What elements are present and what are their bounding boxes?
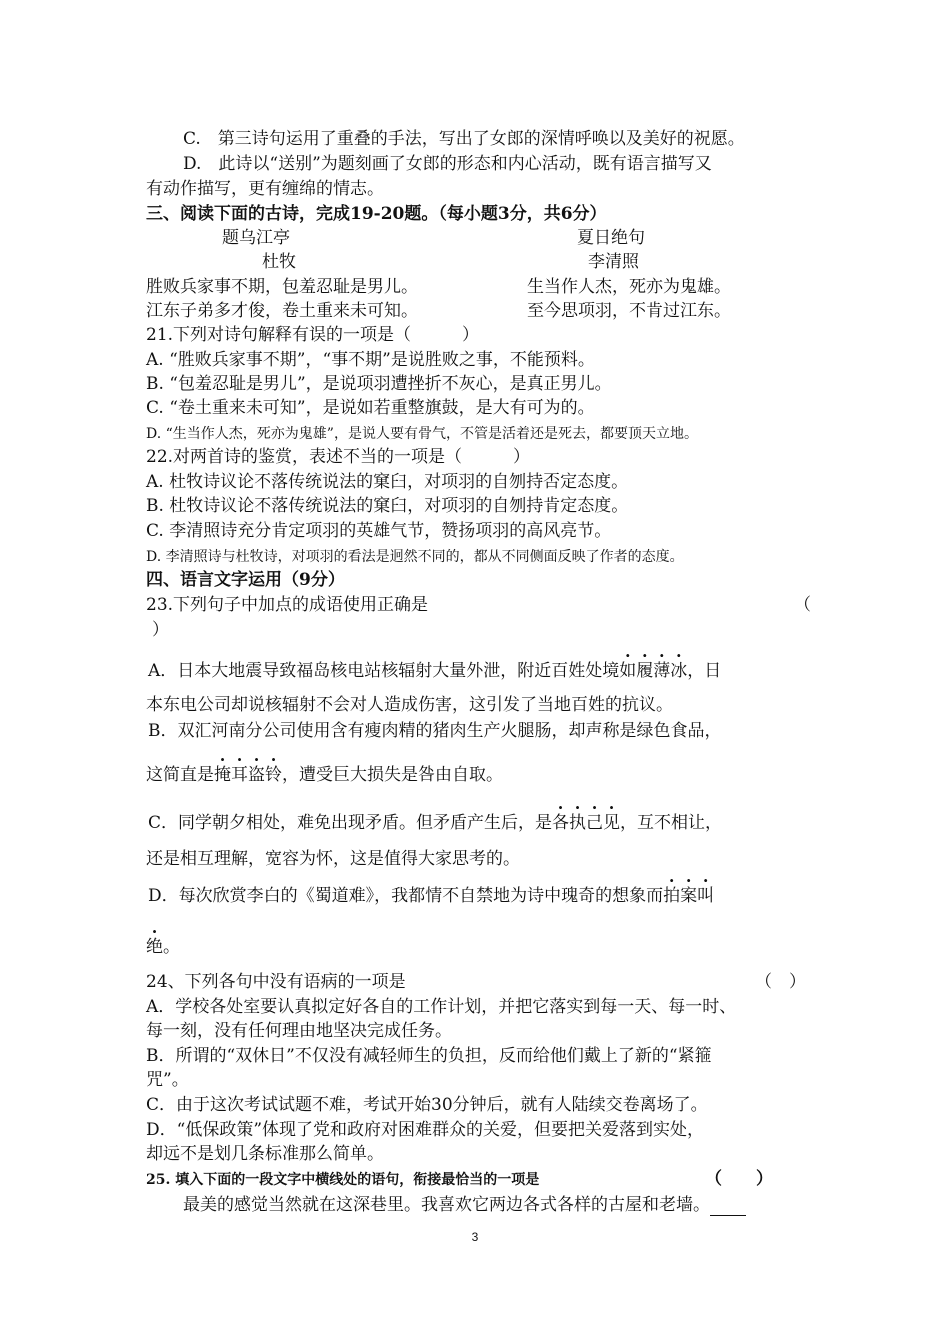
q25-stem: 25. 填入下面的一段文字中横线处的语句，衔接最恰当的一项是 xyxy=(146,1172,540,1188)
emphasis-dotted-char: 执 xyxy=(569,813,587,833)
poem2-line2: 至今思项羽，不肯过江东。 xyxy=(527,301,731,321)
emphasis-dotted-char: 盗 xyxy=(248,765,265,785)
q23-paren-open: （ xyxy=(794,595,811,615)
q21-option-b: B. “包羞忍耻是男儿”，是说项羽遭挫折不灰心，是真正男儿。 xyxy=(146,374,612,394)
poem1-author: 杜牧 xyxy=(262,252,296,272)
q24-stem: 24、下列各句中没有语病的一项是 xyxy=(146,972,406,992)
emphasis-dotted-char: 各 xyxy=(552,813,570,833)
emphasis-dotted-char: 绝 xyxy=(146,937,163,957)
emphasis-dotted-char: 铃 xyxy=(265,765,282,785)
q23-b-text: 这简直是 xyxy=(146,765,214,785)
q21-option-d: D. “生当作人杰，死亦为鬼雄”，是说人要有骨气，不管是活着还是死去，都要顶天立地。 xyxy=(146,426,698,442)
q24-option-a-line2: 每一刻，没有任何理由地坚决完成任务。 xyxy=(146,1021,452,1041)
emphasis-dotted-char: 如 xyxy=(619,661,637,681)
q23-option-d-line2 xyxy=(146,936,180,958)
q24-option-b-line2: 咒”。 xyxy=(146,1070,189,1090)
q23-c-idiom-dotted xyxy=(552,813,620,833)
q22-option-b: B. 杜牧诗议论不落传统说法的窠臼，对项羽的自刎持肯定态度。 xyxy=(146,496,629,516)
q22-option-a: A. 杜牧诗议论不落传统说法的窠臼，对项羽的自刎持否定态度。 xyxy=(146,472,629,492)
q23-d-text-tail: 。 xyxy=(163,937,180,957)
q23-d-text: D．每次欣赏李白的《蜀道难》，我都情不自禁地为诗中瑰奇的想象而 xyxy=(148,886,664,906)
q24-answer-paren: （ ） xyxy=(755,972,806,992)
q23-option-a-line2: 本东电公司却说核辐射不会对人造成伤害，这引发了当地百姓的抗议。 xyxy=(146,695,673,715)
section-4-heading: 四、语言文字运用（9分） xyxy=(146,570,345,590)
q24-option-a-line1: A．学校各处室要认真拟定好各自的工作计划，并把它落实到每一天、每一时、 xyxy=(146,997,737,1017)
prev-option-c: C. 第三诗句运用了重叠的手法，写出了女郎的深情呼唤以及美好的祝愿。 xyxy=(183,129,745,149)
emphasis-dotted-char: 见 xyxy=(603,813,621,833)
poem1-line2: 江东子弟多才俊，卷土重来未可知。 xyxy=(146,301,418,321)
emphasis-dotted-char: 叫 xyxy=(697,886,715,906)
emphasis-dotted-char: 掩 xyxy=(214,765,231,785)
q23-a-text-tail: ，日 xyxy=(687,661,722,681)
section-3-heading: 三、阅读下面的古诗，完成19-20题。（每小题3分，共6分） xyxy=(146,204,607,224)
answer-blank-line[interactable] xyxy=(710,1199,746,1216)
q23-a-idiom-dotted xyxy=(619,661,687,681)
q25-passage-text: 最美的感觉当然就在这深巷里。我喜欢它两边各式各样的古屋和老墙。 xyxy=(183,1195,710,1215)
q21-option-c: C. “卷土重来未可知”，是说如若重整旗鼓，是大有可为的。 xyxy=(146,398,595,418)
emphasis-dotted-char: 拍 xyxy=(663,886,681,906)
q23-a-text: A．日本大地震导致福岛核电站核辐射大量外泄，附近百姓处境 xyxy=(148,661,620,681)
q24-option-d-line1: D．“低保政策”体现了党和政府对困难群众的关爱，但要把关爱落到实处， xyxy=(146,1120,705,1140)
poem1-title: 题乌江亭 xyxy=(222,228,290,248)
q22-option-c: C. 李清照诗充分肯定项羽的英雄气节，赞扬项羽的高风亮节。 xyxy=(146,521,612,541)
q21-option-a: A. “胜败兵家事不期”，“事不期”是说胜败之事，不能预料。 xyxy=(146,350,595,370)
q23-d-idiom-dotted xyxy=(663,886,714,906)
q24-option-c: C．由于这次考试试题不难，考试开始30分钟后，就有人陆续交卷离场了。 xyxy=(146,1095,708,1115)
poem2-line1: 生当作人杰，死亦为鬼雄。 xyxy=(527,277,731,297)
q23-option-a-line1 xyxy=(148,660,721,682)
prev-option-d-line1: D. 此诗以“送别”为题刻画了女郎的形态和内心活动，既有语言描写又 xyxy=(183,154,712,174)
q23-paren-close: ） xyxy=(152,620,169,640)
q23-option-d-line1 xyxy=(148,885,714,907)
poem2-title: 夏日绝句 xyxy=(577,228,645,248)
q25-answer-paren: （ ） xyxy=(705,1169,773,1189)
q25-passage xyxy=(183,1194,746,1216)
q23-option-c-line1 xyxy=(148,812,722,834)
q23-c-text-tail: ，互不相让， xyxy=(620,813,723,833)
emphasis-dotted-char: 薄 xyxy=(653,661,671,681)
q21-stem: 21.下列对诗句解释有误的一项是（ ） xyxy=(146,325,480,345)
q24-option-d-line2: 却远不是划几条标准那么简单。 xyxy=(146,1144,384,1164)
poem2-author: 李清照 xyxy=(588,252,639,272)
emphasis-dotted-char: 冰 xyxy=(670,661,688,681)
q22-stem: 22.对两首诗的鉴赏，表述不当的一项是（ ） xyxy=(146,447,531,467)
page-number: 3 xyxy=(471,1230,479,1244)
q23-option-c-line2: 还是相互理解，宽容为怀，这是值得大家思考的。 xyxy=(146,849,520,869)
q23-b-text-tail: ，遭受巨大损失是咎由自取。 xyxy=(282,765,503,785)
emphasis-dotted-char: 耳 xyxy=(231,765,248,785)
emphasis-dotted-char: 案 xyxy=(680,886,698,906)
q23-option-b-line1: B．双汇河南分公司使用含有瘦肉精的猪肉生产火腿肠，却声称是绿色食品， xyxy=(148,721,722,741)
q22-option-d: D. 李清照诗与杜牧诗，对项羽的看法是迥然不同的，都从不同侧面反映了作者的态度。 xyxy=(146,549,684,565)
emphasis-dotted-char: 己 xyxy=(586,813,604,833)
prev-option-d-line2: 有动作描写，更有缠绵的情志。 xyxy=(146,179,384,199)
q23-b-idiom-dotted xyxy=(214,765,282,785)
q24-option-b-line1: B．所谓的“双休日”不仅没有减轻师生的负担，反而给他们戴上了新的“紧箍 xyxy=(146,1046,712,1066)
q23-d-idiom-dotted-end xyxy=(146,937,163,957)
q23-option-b-line2 xyxy=(146,764,503,786)
poem1-line1: 胜败兵家事不期，包羞忍耻是男儿。 xyxy=(146,277,418,297)
emphasis-dotted-char: 履 xyxy=(636,661,654,681)
q23-stem: 23.下列句子中加点的成语使用正确是 xyxy=(146,595,429,615)
q23-c-text: C．同学朝夕相处，难免出现矛盾。但矛盾产生后，是 xyxy=(148,813,553,833)
